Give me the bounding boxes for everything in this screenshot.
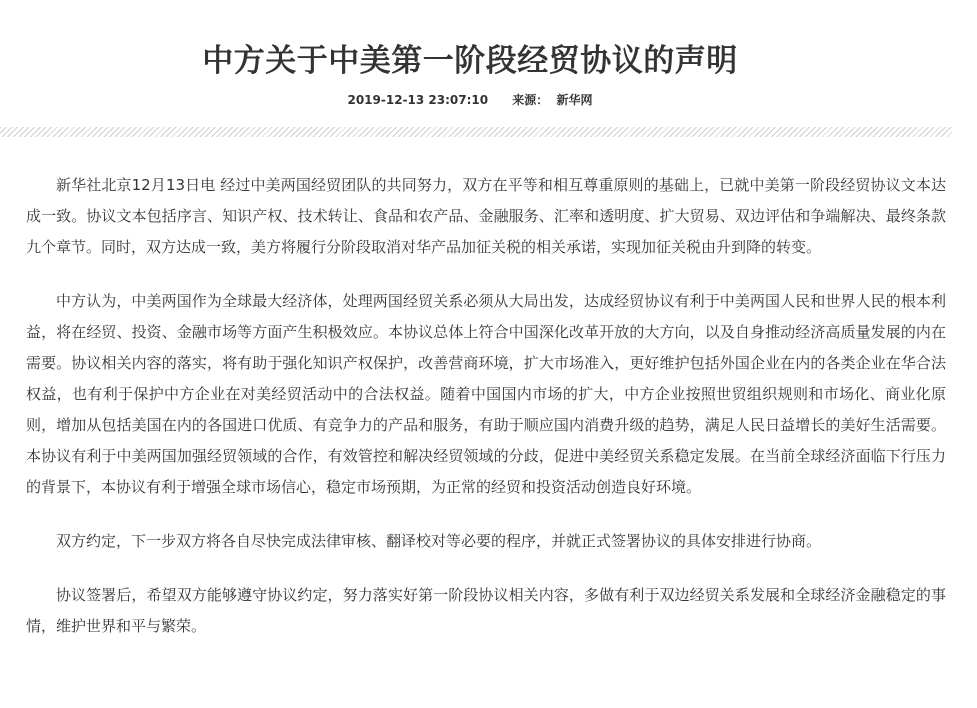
publish-date: 2019-12-13 23:07:10 [347, 93, 489, 107]
article-meta [0, 90, 940, 110]
source-label: 来源： [512, 93, 549, 107]
source-name: 新华网 [556, 93, 593, 107]
article-body [26, 170, 946, 665]
article-title: 中方关于中美第一阶段经贸协议的声明 [202, 43, 738, 79]
header-divider [0, 127, 952, 137]
article-paragraph: 双方约定，下一步双方将各自尽快完成法律审核、翻译校对等必要的程序，并就正式签署协议的具体安排进行协商。 [56, 532, 822, 550]
article-paragraph: 新华社北京12月13日电 经过中美两国经贸团队的共同努力，双方在平等和相互尊重原则的基础上，已就中美第一阶段经贸协议文本达成一致。协议文本包括序言、知识产权、技术转让、食品和农产品、金融服务、汇率和透明度、扩大贸易、双边评估和争端解决、最终条款九个章节。同时，双方达成一致，美方将履行分阶段取消对华产品加征关税的相关承诺，实现加征关税由升到降的转变。 [26, 176, 946, 256]
article-paragraph: 协议签署后，希望双方能够遵守协议约定，努力落实好第一阶段协议相关内容，多做有利于双边经贸关系发展和全球经济金融稳定的事情，维护世界和平与繁荣。 [26, 586, 946, 635]
article-paragraph: 中方认为，中美两国作为全球最大经济体，处理两国经贸关系必须从大局出发，达成经贸协议有利于中美两国人民和世界人民的根本利益，将在经贸、投资、金融市场等方面产生积极效应。本协议总体上符合中国深化改革开放的大方向，以及自身推动经济高质量发展的内在需要。协议相关内容的落实，将有助于强化知识产权保护，改善营商环境，扩大市场准入，更好维护包括外国企业在内的各类企业在华合法权益，也有利于保护中方企业在对美经贸活动中的合法权益。随着中国国内市场的扩大，中方企业按照世贸组织规则和市场化、商业化原则，增加从包括美国在内的各国进口优质、有竞争力的产品和服务，有助于顺应国内消费升级的趋势，满足人民日益增长的美好生活需要。本协议有利于中美两国加强经贸领域的合作，有效管控和解决经贸领域的分歧，促进中美经贸关系稳定发展。在当前全球经济面临下行压力的背景下，本协议有利于增强全球市场信心，稳定市场预期，为正常的经贸和投资活动创造良好环境。 [26, 292, 946, 496]
